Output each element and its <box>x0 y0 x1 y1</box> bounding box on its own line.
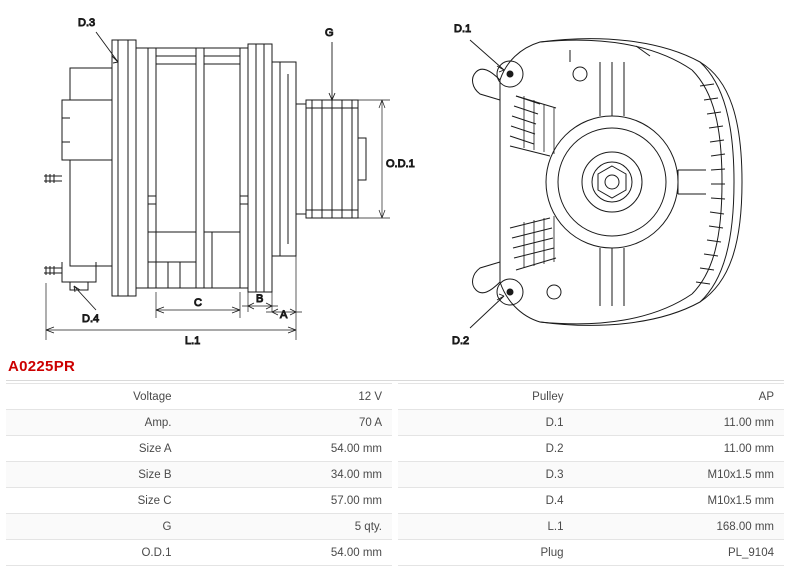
table-row <box>398 462 784 488</box>
spec-key: D.2 <box>398 436 574 462</box>
spec-key: L.1 <box>398 514 574 540</box>
spec-table-right <box>398 383 784 566</box>
label-d4: D.4 <box>82 313 100 325</box>
table-row <box>398 488 784 514</box>
spec-value: 70 A <box>182 410 393 436</box>
spec-value: 34.00 mm <box>182 462 393 488</box>
spec-key: Size C <box>6 488 182 514</box>
spec-key: Size A <box>6 436 182 462</box>
divider <box>6 380 784 381</box>
part-number: A0225PR <box>8 358 76 375</box>
label-d2: D.2 <box>452 335 470 347</box>
spec-value: AP <box>574 384 785 410</box>
label-g: G <box>325 27 334 39</box>
spec-value: PL_9104 <box>574 540 785 566</box>
spec-key: D.1 <box>398 410 574 436</box>
table-row <box>6 540 392 566</box>
table-row <box>6 410 392 436</box>
spec-key: Size B <box>6 462 182 488</box>
label-b: B <box>256 293 264 305</box>
spec-key: D.3 <box>398 462 574 488</box>
spec-value: M10x1.5 mm <box>574 462 785 488</box>
front-view-annotations <box>452 23 504 347</box>
spec-key: Voltage <box>6 384 182 410</box>
spec-value: 57.00 mm <box>182 488 393 514</box>
table-row <box>398 540 784 566</box>
spec-value: 5 qty. <box>182 514 393 540</box>
table-row <box>6 488 392 514</box>
spec-key: Amp. <box>6 410 182 436</box>
label-od1: O.D.1 <box>386 158 415 170</box>
label-c: C <box>194 297 202 309</box>
label-a: A <box>280 309 288 321</box>
spec-value: 11.00 mm <box>574 436 785 462</box>
table-row <box>6 462 392 488</box>
front-view-group <box>473 39 742 326</box>
table-row <box>398 436 784 462</box>
table-row <box>398 514 784 540</box>
table-row <box>6 514 392 540</box>
table-row <box>398 410 784 436</box>
label-l1: L.1 <box>185 335 201 347</box>
spec-table-left <box>6 383 392 566</box>
spec-key: G <box>6 514 182 540</box>
spec-value: 12 V <box>182 384 393 410</box>
side-view-group <box>44 40 366 296</box>
spec-value: 11.00 mm <box>574 410 785 436</box>
spec-key: Pulley <box>398 384 574 410</box>
spec-value: 168.00 mm <box>574 514 785 540</box>
table-row <box>398 384 784 410</box>
spec-value: 54.00 mm <box>182 540 393 566</box>
spec-key: O.D.1 <box>6 540 182 566</box>
spec-value: 54.00 mm <box>182 436 393 462</box>
spec-value: M10x1.5 mm <box>574 488 785 514</box>
label-d3: D.3 <box>78 17 96 29</box>
spec-key: D.4 <box>398 488 574 514</box>
label-d1: D.1 <box>454 23 472 35</box>
specifications <box>6 383 784 566</box>
side-view-annotations <box>46 17 415 347</box>
spec-key: Plug <box>398 540 574 566</box>
table-row <box>6 384 392 410</box>
table-row <box>6 436 392 462</box>
